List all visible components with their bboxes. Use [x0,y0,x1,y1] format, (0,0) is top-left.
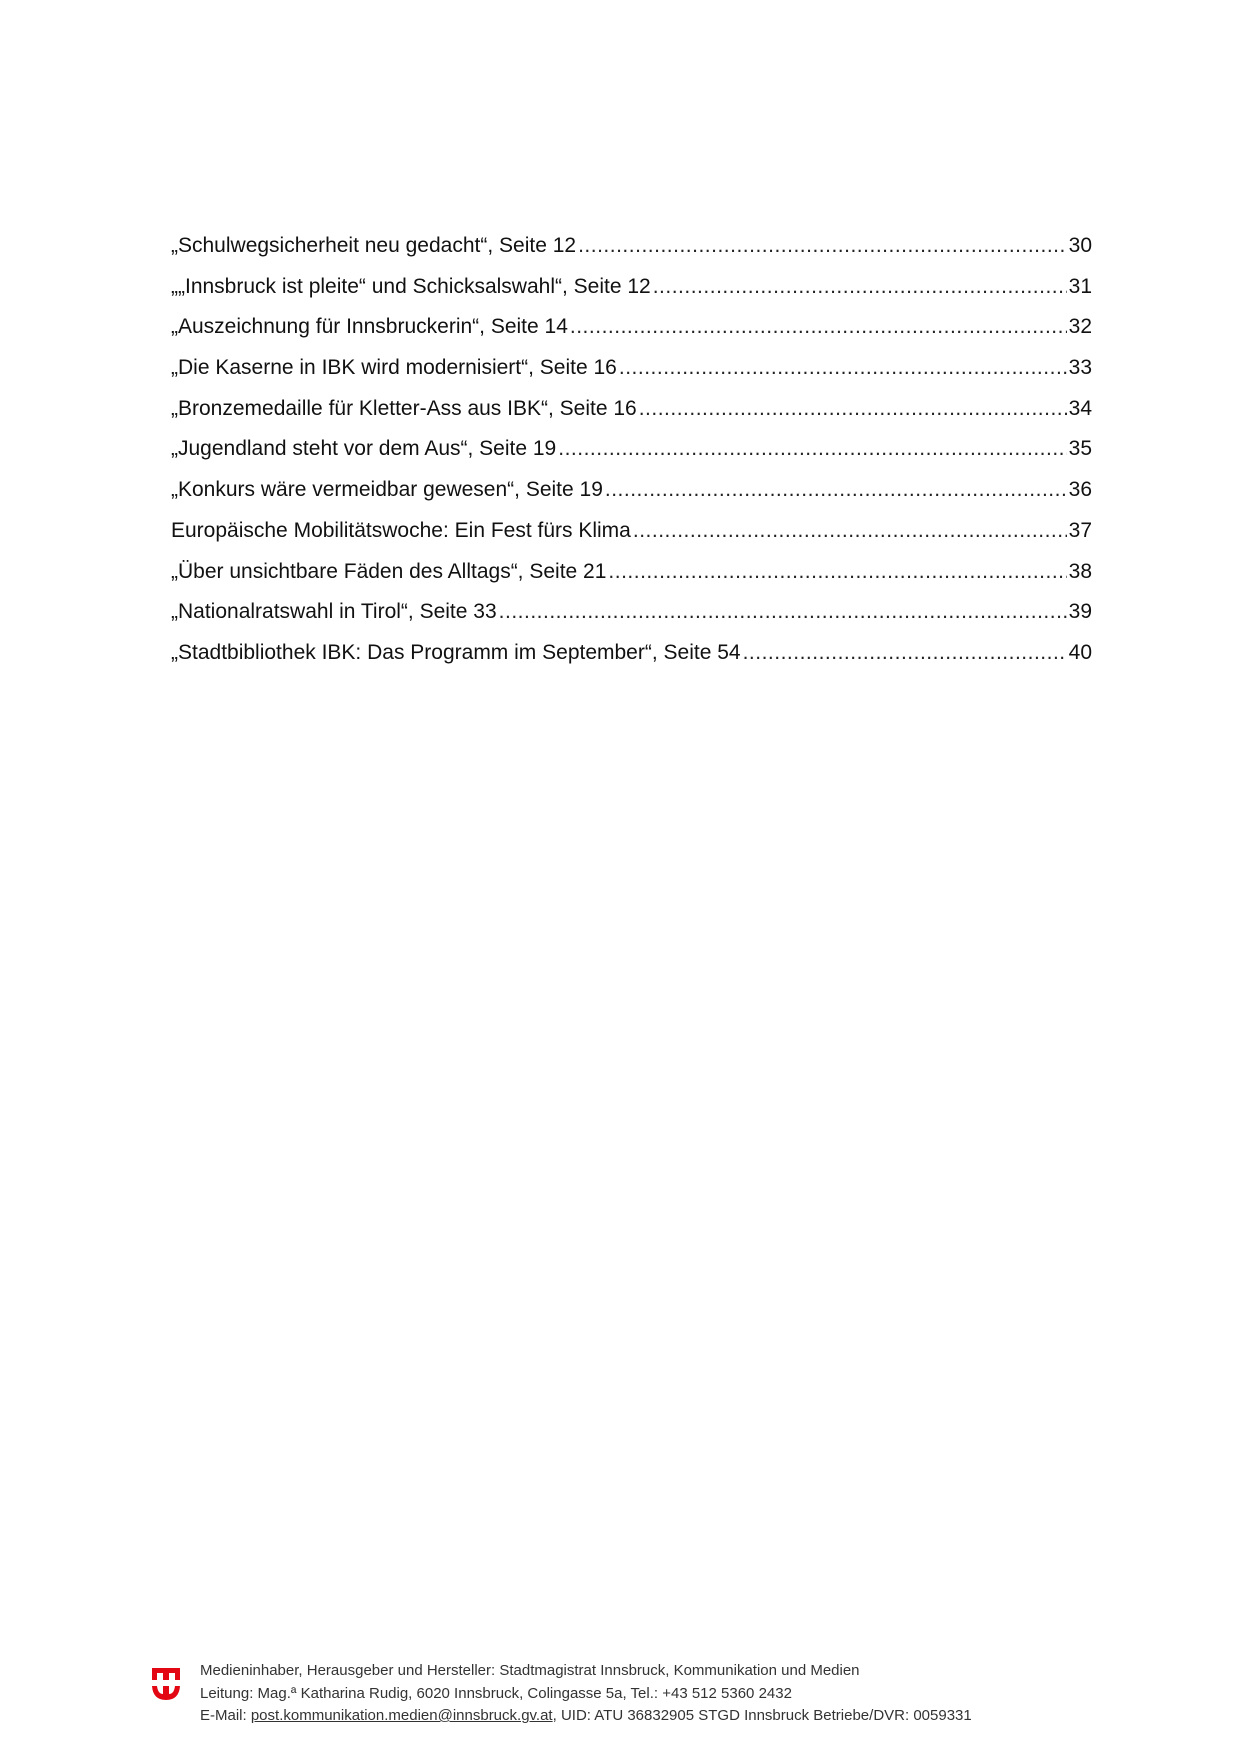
toc-leader-dots [570,315,1067,339]
toc-entry[interactable] [171,315,1092,356]
toc-leader-dots [743,641,1067,665]
toc-entry-page: 32 [1068,315,1092,339]
toc-entry-page: 39 [1068,600,1092,624]
toc-entry[interactable] [171,397,1092,438]
footer-publisher: Medieninhaber, Herausgeber und Hersteller: Stadtmagistrat Innsbruck, Kommunikation und Medien [200,1662,860,1679]
footer-management: Leitung: Mag.ª Katharina Rudig, 6020 Innsbruck, Colingasse 5a, Tel.: +43 512 5360 2432 [200,1684,792,1702]
toc-leader-dots [633,519,1067,543]
toc-entry-page: 35 [1068,437,1092,461]
toc-entry-title: „Über unsichtbare Fäden des Alltags“, Seite 21 [171,559,607,583]
toc-entry-title: „Die Kaserne in IBK wird modernisiert“, Seite 16 [171,356,617,380]
toc-entry-title: „Auszeichnung für Innsbruckerin“, Seite 14 [171,315,568,339]
toc-entry-title: „Jugendland steht vor dem Aus“, Seite 19 [171,437,557,461]
toc-leader-dots [653,275,1067,299]
email-label: E-Mail: [200,1707,251,1724]
footer-contact [200,1705,1100,1728]
toc-entry[interactable] [171,356,1092,397]
toc-entry[interactable] [171,519,1092,560]
toc-leader-dots [558,437,1066,461]
toc-leader-dots [605,478,1067,502]
toc-entry[interactable] [171,437,1092,478]
innsbruck-logo-icon [150,1664,182,1704]
toc-entry-title: Europäische Mobilitätswoche: Ein Fest fürs Klima [171,518,631,542]
toc-entry-title: „Stadtbibliothek IBK: Das Programm im September“, Seite 54 [171,640,741,664]
table-of-contents [171,234,1092,682]
toc-leader-dots [608,560,1066,584]
toc-entry-title: „„Innsbruck ist pleite“ und Schicksalswahl“, Seite 12 [171,274,651,298]
toc-entry-page: 40 [1068,640,1092,664]
toc-entry-title: „Nationalratswahl in Tirol“, Seite 33 [171,600,497,624]
toc-entry-title: „Bronzemedaille für Kletter-Ass aus IBK“, Seite 16 [171,396,637,420]
toc-entry-title: „Schulwegsicherheit neu gedacht“, Seite 12 [171,234,577,257]
toc-leader-dots [619,356,1067,380]
footer-uid: , UID: ATU 36832905 STGD Innsbruck Betriebe/DVR: 0059331 [552,1707,972,1724]
toc-entry-page: 38 [1068,559,1092,583]
toc-leader-dots [499,600,1067,624]
toc-entry[interactable] [171,641,1092,682]
toc-entry-page: 34 [1068,396,1092,420]
email-link[interactable]: post.kommunikation.medien@innsbruck.gv.at [250,1707,553,1724]
toc-entry-page: 30 [1068,234,1092,257]
toc-entry[interactable] [171,275,1092,316]
toc-entry[interactable] [171,600,1092,641]
toc-entry[interactable] [171,478,1092,519]
toc-entry-page: 33 [1068,356,1092,380]
toc-entry-page: 31 [1068,274,1092,298]
toc-leader-dots [639,397,1067,421]
toc-leader-dots [578,234,1067,258]
toc-entry-title: „Konkurs wäre vermeidbar gewesen“, Seite 19 [171,478,603,502]
toc-entry-page: 37 [1068,518,1092,542]
toc-entry[interactable] [171,560,1092,601]
toc-entry-page: 36 [1068,478,1092,502]
toc-entry[interactable] [171,234,1092,275]
